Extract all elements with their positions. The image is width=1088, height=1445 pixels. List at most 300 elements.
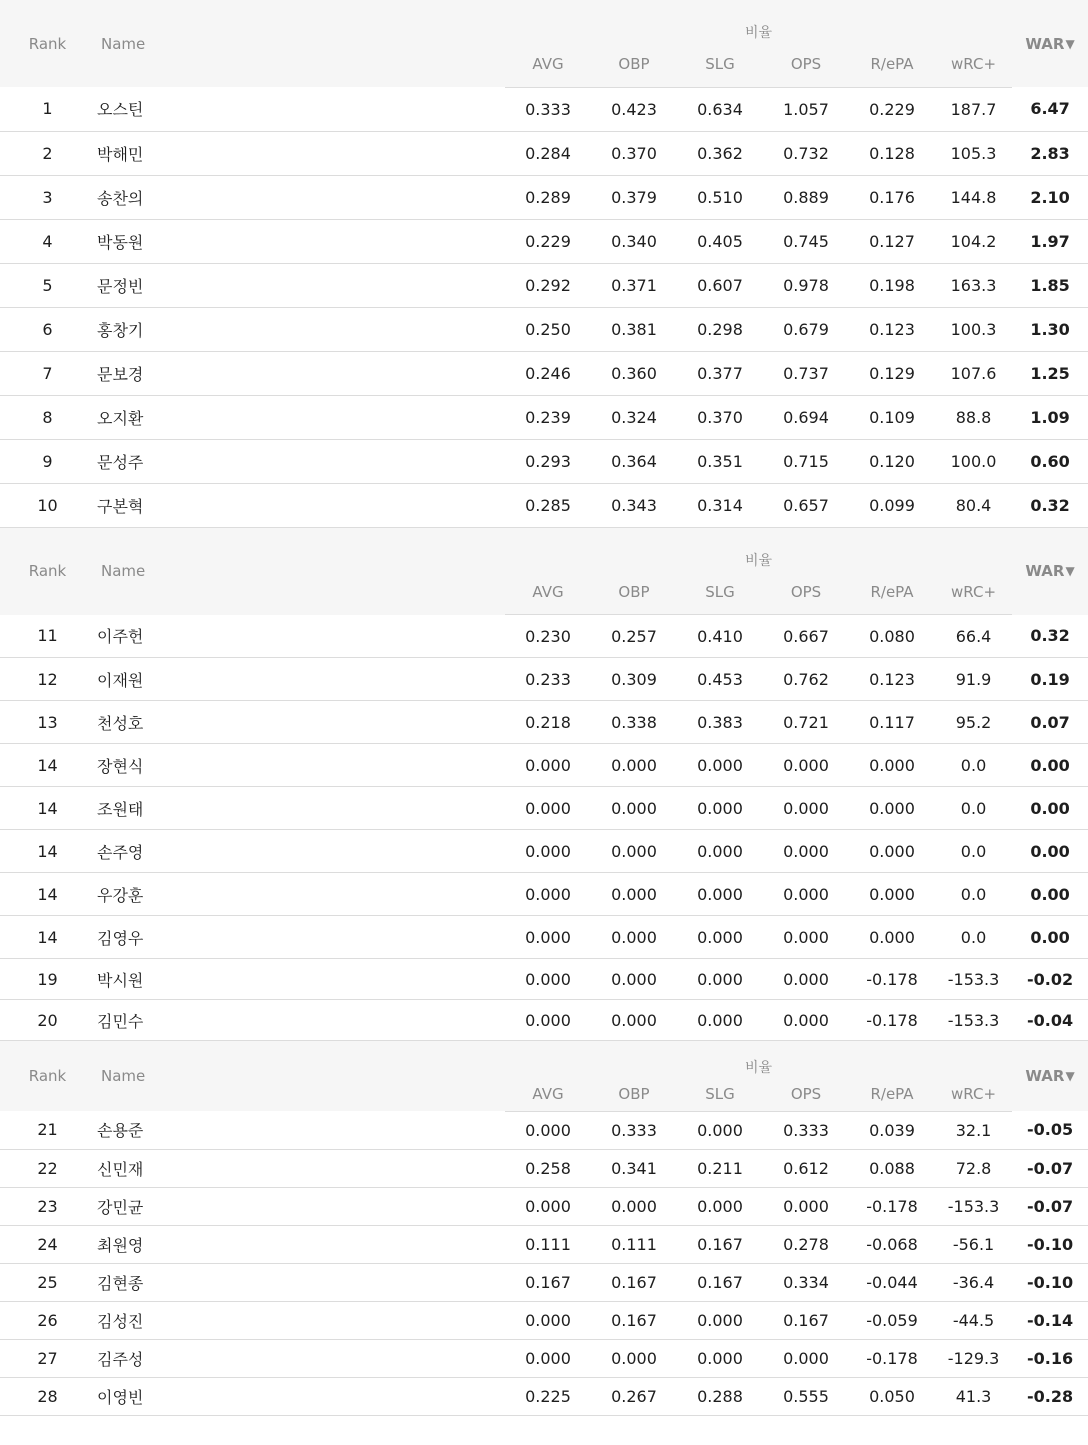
player-name[interactable]: 박시원 [95, 959, 505, 1000]
player-name[interactable]: 조원태 [95, 787, 505, 830]
repa-cell: 0.109 [849, 395, 935, 439]
rate-group-header: 비율 [505, 1041, 1012, 1077]
rank-cell: 24 [0, 1225, 95, 1263]
table-body [0, 87, 1088, 527]
slg-cell: 0.510 [677, 175, 763, 219]
avg-header[interactable]: AVG [505, 570, 591, 615]
slg-cell: 0.000 [677, 744, 763, 787]
wrc-cell: 95.2 [935, 701, 1012, 744]
player-name[interactable]: 김민수 [95, 1000, 505, 1041]
wrc-cell: 187.7 [935, 87, 1012, 131]
slg-cell: 0.000 [677, 1000, 763, 1041]
table-row [0, 1263, 1088, 1301]
obp-cell: 0.111 [591, 1225, 677, 1263]
avg-cell: 0.000 [505, 873, 591, 916]
wrc-cell: -153.3 [935, 1187, 1012, 1225]
avg-cell: 0.000 [505, 959, 591, 1000]
table-row [0, 263, 1088, 307]
slg-cell: 0.000 [677, 830, 763, 873]
table-row [0, 1377, 1088, 1415]
player-name[interactable]: 김현종 [95, 1263, 505, 1301]
war-cell: -0.10 [1012, 1225, 1088, 1263]
repa-cell: -0.178 [849, 959, 935, 1000]
war-cell: -0.04 [1012, 1000, 1088, 1041]
war-cell: -0.02 [1012, 959, 1088, 1000]
table-body [0, 615, 1088, 1041]
table-row [0, 483, 1088, 527]
rank-cell: 25 [0, 1263, 95, 1301]
table-row [0, 830, 1088, 873]
avg-cell: 0.218 [505, 701, 591, 744]
avg-cell: 0.333 [505, 87, 591, 131]
slg-cell: 0.000 [677, 873, 763, 916]
sort-desc-icon[interactable]: ▼ [1065, 36, 1075, 51]
repa-cell: 0.120 [849, 439, 935, 483]
obp-cell: 0.324 [591, 395, 677, 439]
wrc-cell: 144.8 [935, 175, 1012, 219]
avg-cell: 0.000 [505, 830, 591, 873]
table-row [0, 131, 1088, 175]
table-row [0, 916, 1088, 959]
rank-cell: 4 [0, 219, 95, 263]
avg-cell: 0.225 [505, 1377, 591, 1415]
rank-cell: 20 [0, 1000, 95, 1041]
sort-desc-icon[interactable]: ▼ [1065, 564, 1075, 578]
rank-cell: 14 [0, 830, 95, 873]
ops-header[interactable]: OPS [763, 570, 849, 615]
table-row [0, 351, 1088, 395]
war-cell: -0.28 [1012, 1377, 1088, 1415]
player-name[interactable]: 우강훈 [95, 873, 505, 916]
repa-cell: -0.068 [849, 1225, 935, 1263]
ops-cell: 0.000 [763, 744, 849, 787]
table-body [0, 1111, 1088, 1415]
rank-cell: 23 [0, 1187, 95, 1225]
wrc-cell: 163.3 [935, 263, 1012, 307]
avg-cell: 0.000 [505, 1339, 591, 1377]
repa-cell: 0.198 [849, 263, 935, 307]
ops-cell: 0.000 [763, 916, 849, 959]
table-row [0, 395, 1088, 439]
sort-desc-icon[interactable]: ▼ [1065, 1069, 1075, 1083]
player-name[interactable]: 최원영 [95, 1225, 505, 1263]
obp-cell: 0.267 [591, 1377, 677, 1415]
war-cell: 0.07 [1012, 701, 1088, 744]
war-header[interactable]: WAR▼ [1012, 1041, 1088, 1111]
wrc-cell: 80.4 [935, 483, 1012, 527]
rank-cell: 5 [0, 263, 95, 307]
rank-cell: 14 [0, 787, 95, 830]
obp-cell: 0.333 [591, 1111, 677, 1149]
rank-header[interactable]: Rank [0, 0, 95, 87]
avg-cell: 0.000 [505, 1000, 591, 1041]
war-cell: -0.16 [1012, 1339, 1088, 1377]
slg-cell: 0.167 [677, 1225, 763, 1263]
ops-cell: 0.715 [763, 439, 849, 483]
war-cell: 0.00 [1012, 873, 1088, 916]
avg-cell: 0.230 [505, 615, 591, 658]
repa-cell: 0.123 [849, 307, 935, 351]
table-row [0, 219, 1088, 263]
repa-cell: -0.178 [849, 1000, 935, 1041]
repa-cell: 0.129 [849, 351, 935, 395]
avg-cell: 0.293 [505, 439, 591, 483]
slg-cell: 0.000 [677, 1301, 763, 1339]
table-row [0, 1225, 1088, 1263]
table-row [0, 787, 1088, 830]
repa-cell: 0.000 [849, 744, 935, 787]
obp-header[interactable]: OBP [591, 42, 677, 87]
war-cell: 0.00 [1012, 787, 1088, 830]
wrc-cell: -56.1 [935, 1225, 1012, 1263]
player-name[interactable]: 강민균 [95, 1187, 505, 1225]
wrc-cell: 72.8 [935, 1149, 1012, 1187]
obp-cell: 0.000 [591, 830, 677, 873]
avg-header[interactable]: AVG [505, 1077, 591, 1111]
repa-cell: 0.050 [849, 1377, 935, 1415]
ops-header[interactable]: OPS [763, 42, 849, 87]
avg-cell: 0.239 [505, 395, 591, 439]
slg-cell: 0.288 [677, 1377, 763, 1415]
obp-cell: 0.364 [591, 439, 677, 483]
name-header[interactable]: Name [95, 528, 505, 615]
avg-cell: 0.233 [505, 658, 591, 701]
wrc-cell: -36.4 [935, 1263, 1012, 1301]
rank-header[interactable]: Rank [0, 1041, 95, 1111]
ops-cell: 0.679 [763, 307, 849, 351]
rank-cell: 8 [0, 395, 95, 439]
repa-cell: 0.000 [849, 830, 935, 873]
avg-cell: 0.000 [505, 744, 591, 787]
rank-cell: 28 [0, 1377, 95, 1415]
wrc-cell: -44.5 [935, 1301, 1012, 1339]
rank-cell: 1 [0, 87, 95, 131]
wrc-cell: 0.0 [935, 873, 1012, 916]
avg-cell: 0.111 [505, 1225, 591, 1263]
player-name[interactable]: 오지환 [95, 395, 505, 439]
ops-cell: 0.000 [763, 1000, 849, 1041]
ops-cell: 0.762 [763, 658, 849, 701]
slg-cell: 0.000 [677, 1339, 763, 1377]
obp-cell: 0.000 [591, 1339, 677, 1377]
war-cell: -0.05 [1012, 1111, 1088, 1149]
ops-cell: 0.000 [763, 1187, 849, 1225]
slg-cell: 0.405 [677, 219, 763, 263]
ops-cell: 0.334 [763, 1263, 849, 1301]
rank-cell: 9 [0, 439, 95, 483]
obp-cell: 0.000 [591, 873, 677, 916]
obp-cell: 0.000 [591, 1187, 677, 1225]
ops-cell: 0.732 [763, 131, 849, 175]
slg-cell: 0.453 [677, 658, 763, 701]
ops-cell: 0.000 [763, 830, 849, 873]
player-name[interactable]: 박동원 [95, 219, 505, 263]
wrc-cell: 88.8 [935, 395, 1012, 439]
ops-cell: 0.000 [763, 873, 849, 916]
table-row [0, 701, 1088, 744]
rank-cell: 10 [0, 483, 95, 527]
rank-header[interactable]: Rank [0, 528, 95, 615]
repa-header[interactable]: R/ePA [849, 42, 935, 87]
slg-cell: 0.167 [677, 1263, 763, 1301]
player-name[interactable]: 이재원 [95, 658, 505, 701]
slg-header[interactable]: SLG [677, 1077, 763, 1111]
table-row [0, 658, 1088, 701]
wrc-cell: 107.6 [935, 351, 1012, 395]
war-cell: -0.07 [1012, 1149, 1088, 1187]
obp-cell: 0.000 [591, 959, 677, 1000]
slg-cell: 0.211 [677, 1149, 763, 1187]
war-cell: 1.97 [1012, 219, 1088, 263]
table-row [0, 439, 1088, 483]
rank-cell: 12 [0, 658, 95, 701]
slg-cell: 0.410 [677, 615, 763, 658]
player-name[interactable]: 이주헌 [95, 615, 505, 658]
table-row [0, 615, 1088, 658]
repa-cell: -0.044 [849, 1263, 935, 1301]
player-name[interactable]: 이영빈 [95, 1377, 505, 1415]
player-name[interactable]: 박해민 [95, 131, 505, 175]
war-cell: 1.25 [1012, 351, 1088, 395]
player-name[interactable]: 손주영 [95, 830, 505, 873]
slg-cell: 0.000 [677, 1111, 763, 1149]
obp-cell: 0.360 [591, 351, 677, 395]
war-cell: 0.19 [1012, 658, 1088, 701]
obp-cell: 0.309 [591, 658, 677, 701]
obp-cell: 0.341 [591, 1149, 677, 1187]
wrc-cell: -129.3 [935, 1339, 1012, 1377]
wrc-header[interactable]: wRC+ [935, 570, 1012, 615]
player-name[interactable]: 손용준 [95, 1111, 505, 1149]
player-name[interactable]: 김주성 [95, 1339, 505, 1377]
table-row [0, 1000, 1088, 1041]
avg-cell: 0.250 [505, 307, 591, 351]
ops-cell: 0.737 [763, 351, 849, 395]
slg-cell: 0.370 [677, 395, 763, 439]
wrc-header[interactable]: wRC+ [935, 42, 1012, 87]
player-name[interactable]: 문성주 [95, 439, 505, 483]
ops-cell: 0.000 [763, 1339, 849, 1377]
slg-cell: 0.362 [677, 131, 763, 175]
obp-cell: 0.167 [591, 1301, 677, 1339]
war-cell: 0.00 [1012, 744, 1088, 787]
slg-cell: 0.000 [677, 1187, 763, 1225]
obp-header[interactable]: OBP [591, 1077, 677, 1111]
avg-cell: 0.000 [505, 1187, 591, 1225]
table-row [0, 959, 1088, 1000]
obp-cell: 0.381 [591, 307, 677, 351]
war-cell: 1.09 [1012, 395, 1088, 439]
player-name[interactable]: 송찬의 [95, 175, 505, 219]
ops-cell: 0.889 [763, 175, 849, 219]
repa-cell: 0.039 [849, 1111, 935, 1149]
repa-cell: 0.229 [849, 87, 935, 131]
rank-cell: 14 [0, 873, 95, 916]
stats-table-1 [0, 0, 1088, 528]
slg-cell: 0.298 [677, 307, 763, 351]
avg-cell: 0.000 [505, 916, 591, 959]
war-cell: -0.07 [1012, 1187, 1088, 1225]
war-header[interactable]: WAR▼ [1012, 0, 1088, 87]
repa-cell: -0.178 [849, 1339, 935, 1377]
ops-cell: 0.667 [763, 615, 849, 658]
player-name[interactable]: 오스틴 [95, 87, 505, 131]
obp-cell: 0.340 [591, 219, 677, 263]
wrc-cell: 100.0 [935, 439, 1012, 483]
rank-cell: 26 [0, 1301, 95, 1339]
slg-cell: 0.377 [677, 351, 763, 395]
war-cell: 0.32 [1012, 483, 1088, 527]
war-cell: 0.60 [1012, 439, 1088, 483]
avg-cell: 0.292 [505, 263, 591, 307]
ops-cell: 0.167 [763, 1301, 849, 1339]
ops-header[interactable]: OPS [763, 1077, 849, 1111]
wrc-cell: 100.3 [935, 307, 1012, 351]
avg-cell: 0.289 [505, 175, 591, 219]
wrc-cell: -153.3 [935, 959, 1012, 1000]
obp-cell: 0.338 [591, 701, 677, 744]
player-name[interactable]: 문정빈 [95, 263, 505, 307]
repa-cell: 0.127 [849, 219, 935, 263]
repa-cell: 0.080 [849, 615, 935, 658]
obp-cell: 0.379 [591, 175, 677, 219]
ops-cell: 0.000 [763, 959, 849, 1000]
slg-cell: 0.607 [677, 263, 763, 307]
repa-cell: 0.000 [849, 873, 935, 916]
table-row [0, 87, 1088, 131]
repa-cell: 0.088 [849, 1149, 935, 1187]
obp-cell: 0.000 [591, 1000, 677, 1041]
wrc-cell: 0.0 [935, 916, 1012, 959]
player-name[interactable]: 신민재 [95, 1149, 505, 1187]
avg-cell: 0.167 [505, 1263, 591, 1301]
wrc-cell: 0.0 [935, 744, 1012, 787]
slg-header[interactable]: SLG [677, 570, 763, 615]
avg-cell: 0.229 [505, 219, 591, 263]
wrc-cell: 41.3 [935, 1377, 1012, 1415]
player-name[interactable]: 홍창기 [95, 307, 505, 351]
name-header[interactable]: Name [95, 1041, 505, 1111]
rank-cell: 27 [0, 1339, 95, 1377]
avg-cell: 0.284 [505, 131, 591, 175]
repa-cell: 0.123 [849, 658, 935, 701]
wrc-cell: 0.0 [935, 787, 1012, 830]
rank-cell: 21 [0, 1111, 95, 1149]
war-cell: -0.14 [1012, 1301, 1088, 1339]
rate-group-header: 비율 [505, 528, 1012, 570]
repa-cell: 0.128 [849, 131, 935, 175]
war-cell: 2.83 [1012, 131, 1088, 175]
war-cell: 1.85 [1012, 263, 1088, 307]
rank-cell: 3 [0, 175, 95, 219]
rank-cell: 14 [0, 916, 95, 959]
name-header[interactable]: Name [95, 0, 505, 87]
obp-header[interactable]: OBP [591, 570, 677, 615]
repa-cell: -0.178 [849, 1187, 935, 1225]
obp-cell: 0.167 [591, 1263, 677, 1301]
slg-cell: 0.000 [677, 916, 763, 959]
wrc-cell: -153.3 [935, 1000, 1012, 1041]
war-cell: 2.10 [1012, 175, 1088, 219]
obp-cell: 0.000 [591, 744, 677, 787]
slg-cell: 0.383 [677, 701, 763, 744]
avg-cell: 0.258 [505, 1149, 591, 1187]
obp-cell: 0.423 [591, 87, 677, 131]
player-name[interactable]: 문보경 [95, 351, 505, 395]
ops-cell: 0.612 [763, 1149, 849, 1187]
war-cell: 1.30 [1012, 307, 1088, 351]
ops-cell: 0.694 [763, 395, 849, 439]
player-name[interactable]: 구본혁 [95, 483, 505, 527]
ops-cell: 0.333 [763, 1111, 849, 1149]
player-name[interactable]: 장현식 [95, 744, 505, 787]
table-row [0, 307, 1088, 351]
war-header[interactable]: WAR▼ [1012, 528, 1088, 615]
avg-header[interactable]: AVG [505, 42, 591, 87]
table-row [0, 1187, 1088, 1225]
avg-cell: 0.285 [505, 483, 591, 527]
stats-table-2 [0, 528, 1088, 1042]
repa-cell: 0.000 [849, 916, 935, 959]
wrc-header[interactable]: wRC+ [935, 1077, 1012, 1111]
rank-cell: 7 [0, 351, 95, 395]
obp-cell: 0.000 [591, 787, 677, 830]
repa-header[interactable]: R/ePA [849, 570, 935, 615]
rank-cell: 19 [0, 959, 95, 1000]
repa-cell: 0.099 [849, 483, 935, 527]
ops-cell: 0.721 [763, 701, 849, 744]
table-row [0, 1149, 1088, 1187]
table-row [0, 744, 1088, 787]
ops-cell: 0.657 [763, 483, 849, 527]
wrc-cell: 32.1 [935, 1111, 1012, 1149]
war-cell: 0.32 [1012, 615, 1088, 658]
repa-header[interactable]: R/ePA [849, 1077, 935, 1111]
ops-cell: 0.278 [763, 1225, 849, 1263]
war-cell: 0.00 [1012, 830, 1088, 873]
rate-group-header: 비율 [505, 0, 1012, 42]
slg-cell: 0.351 [677, 439, 763, 483]
war-cell: 0.00 [1012, 916, 1088, 959]
slg-cell: 0.000 [677, 787, 763, 830]
player-name[interactable]: 김성진 [95, 1301, 505, 1339]
table-row [0, 1339, 1088, 1377]
ops-cell: 0.000 [763, 787, 849, 830]
obp-cell: 0.000 [591, 916, 677, 959]
wrc-cell: 105.3 [935, 131, 1012, 175]
player-name[interactable]: 김영우 [95, 916, 505, 959]
war-cell: 6.47 [1012, 87, 1088, 131]
slg-cell: 0.634 [677, 87, 763, 131]
ops-cell: 0.745 [763, 219, 849, 263]
obp-cell: 0.343 [591, 483, 677, 527]
repa-cell: -0.059 [849, 1301, 935, 1339]
player-name[interactable]: 천성호 [95, 701, 505, 744]
repa-cell: 0.000 [849, 787, 935, 830]
avg-cell: 0.000 [505, 787, 591, 830]
slg-header[interactable]: SLG [677, 42, 763, 87]
wrc-cell: 104.2 [935, 219, 1012, 263]
table-row [0, 873, 1088, 916]
stats-table-3 [0, 1041, 1088, 1416]
avg-cell: 0.246 [505, 351, 591, 395]
repa-cell: 0.117 [849, 701, 935, 744]
wrc-cell: 0.0 [935, 830, 1012, 873]
wrc-cell: 66.4 [935, 615, 1012, 658]
obp-cell: 0.370 [591, 131, 677, 175]
rank-cell: 13 [0, 701, 95, 744]
avg-cell: 0.000 [505, 1301, 591, 1339]
